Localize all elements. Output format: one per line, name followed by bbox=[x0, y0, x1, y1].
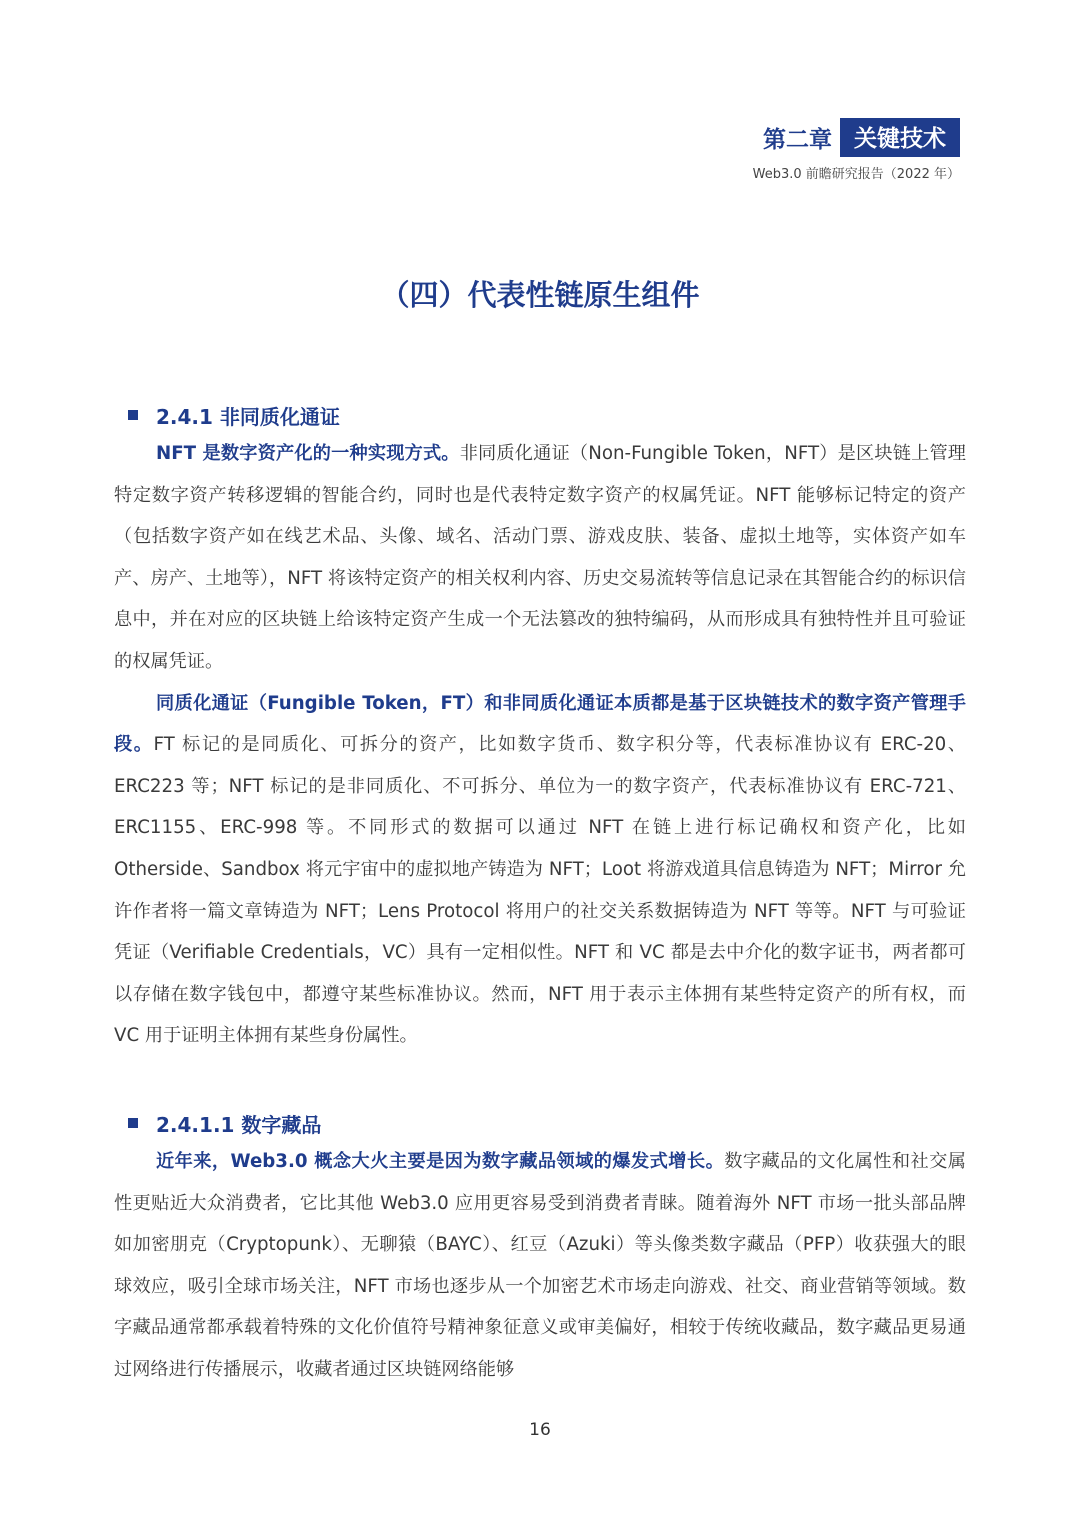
paragraph-body: FT 标记的是同质化、可拆分的资产，比如数字货币、数字积分等，代表标准协议有 ERC-20、ERC223 等；NFT 标记的是非同质化、不可拆分、单位为一的数字资产，代表标准协议有 ERC-721、ERC1155、ERC-998 等。不同形式的数据可以通过 NFT 在链上进行标记确权和资产化，比如 Otherside、Sandbox 将元宇宙中的虚拟地产铸造为 NFT；Loot 将游戏道具信息铸造为 NFT；Mirror 允许作者将一篇文章铸造为 NFT；Lens Protocol 将用户的社交关系数据铸造为 NFT 等等。NFT 与可验证凭证（Verifiable Credentials，VC）具有一定相似性。NFT 和 VC 都是去中介化的数字证书，两者都可以存储在数字钱包中，都遵守某些标准协议。然而，NFT 用于表示主体拥有某些特定资产的所有权，而 VC 用于证明主体拥有某些身份属性。 bbox=[114, 734, 966, 1047]
paragraph-lead: 近年来，Web3.0 概念大火主要是因为数字藏品领域的爆发式增长。 bbox=[156, 1151, 725, 1172]
report-name: Web3.0 前瞻研究报告（2022 年） bbox=[752, 167, 960, 182]
paragraph bbox=[114, 433, 966, 683]
subsection-heading bbox=[114, 397, 966, 433]
chapter-line bbox=[753, 118, 960, 157]
chapter-number: 第二章 bbox=[763, 127, 832, 153]
page-header bbox=[753, 118, 960, 182]
subsection-heading bbox=[114, 1105, 966, 1141]
square-bullet-icon bbox=[128, 410, 138, 420]
subsection-heading-text: 2.4.1 非同质化通证 bbox=[156, 404, 340, 429]
square-bullet-icon bbox=[128, 1118, 138, 1128]
page-number: 16 bbox=[529, 1420, 551, 1440]
subsection-heading-text: 2.4.1.1 数字藏品 bbox=[156, 1112, 322, 1137]
chapter-title: 关键技术 bbox=[840, 118, 960, 157]
section-title: （四）代表性链原生组件 bbox=[380, 278, 700, 312]
paragraph bbox=[114, 683, 966, 1057]
paragraph bbox=[114, 1141, 966, 1391]
paragraph-body: 数字藏品的文化属性和社交属性更贴近大众消费者，它比其他 Web3.0 应用更容易受到消费者青睐。随着海外 NFT 市场一批头部品牌如加密朋克（Cryptopunk）、无聊猿（BAYC）、红豆（Azuki）等头像类数字藏品（PFP）收获强大的眼球效应，吸引全球市场关注，NFT 市场也逐步从一个加密艺术市场走向游戏、社交、商业营销等领域。数字藏品通常都承载着特殊的文化价值符号精神象征意义或审美偏好，相较于传统收藏品，数字藏品更易通过网络进行传播展示，收藏者通过区块链网络能够 bbox=[114, 1151, 966, 1380]
paragraph-lead: 同质化通证（Fungible Token，FT）和非同质化通证本质都是基于区块链技术的数字资产管理手段。 bbox=[114, 692, 966, 756]
paragraph-body: 非同质化通证（Non-Fungible Token，NFT）是区块链上管理特定数字资产转移逻辑的智能合约，同时也是代表特定数字资产的权属凭证。NFT 能够标记特定的资产（包括数字资产如在线艺术品、头像、域名、活动门票、游戏皮肤、装备、虚拟土地等，实体资产如车产、房产、土地等），NFT 将该特定资产的相关权利内容、历史交易流转等信息记录在其智能合约的标识信息中，并在对应的区块链上给该特定资产生成一个无法篡改的独特编码，从而形成具有独特性并且可验证的权属凭证。 bbox=[114, 443, 966, 672]
subsection-digital-collectibles bbox=[114, 1105, 966, 1391]
paragraph-lead: NFT 是数字资产化的一种实现方式。 bbox=[156, 443, 460, 464]
subsection-nft bbox=[114, 397, 966, 1057]
